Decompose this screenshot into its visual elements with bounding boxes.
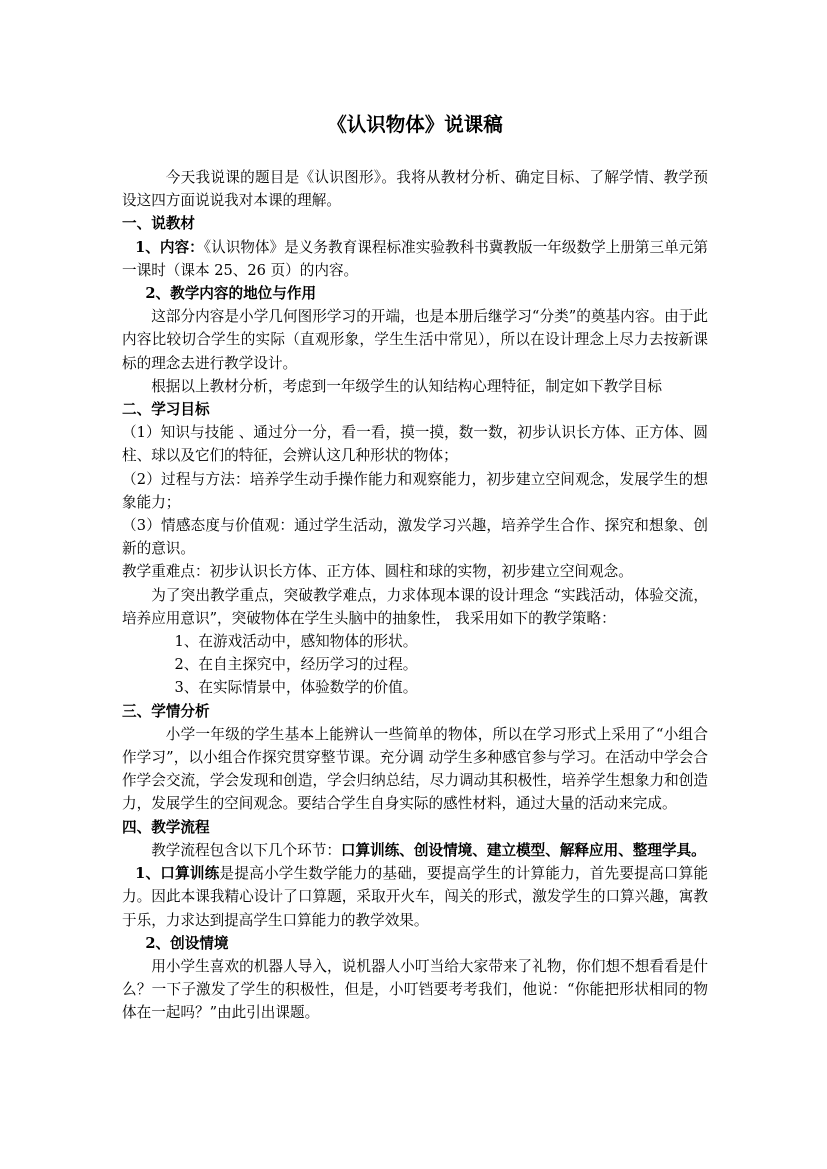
section-heading-learners: 三、学情分析 bbox=[122, 702, 210, 720]
content-text: 《认识物体》是义务教育课程标准实验教科书冀教版一年级数学上册第三单元第一课时（课本 25、26 页）的内容。 bbox=[122, 238, 708, 279]
strategy-item: 1、在游戏活动中，感知物体的形状。 bbox=[174, 633, 418, 651]
section-heading-textbook: 一、说教材 bbox=[122, 215, 195, 233]
goal-knowledge: （1）知识与技能 、通过分一分，看一看，摸一摸，数一数，初步认识长方体、正方体、圆柱、球以及它们的特征，会辨认这几种形状的物体； bbox=[122, 424, 708, 465]
strategy-item: 2、在自主探究中，经历学习的过程。 bbox=[174, 656, 418, 674]
strategy-item: 3、在实际情景中，体验数学的价值。 bbox=[174, 679, 418, 697]
document-page bbox=[122, 112, 708, 1025]
content-label: 1、内容： bbox=[135, 238, 204, 256]
analysis-paragraph: 根据以上教材分析，考虑到一年级学生的认知结构心理特征，制定如下教学目标 bbox=[151, 377, 662, 395]
step2-paragraph: 用小学生喜欢的机器人导入，说机器人小叮当给大家带来了礼物，你们想不想看看是什么？一下子激发了学生的积极性，但是，小叮铛要考考我们，他说：“你能把形状相同的物体在一起吗？”由此引出课题。 bbox=[122, 957, 708, 1022]
subheading-position-role: 2、教学内容的地位与作用 bbox=[145, 285, 317, 303]
position-paragraph: 这部分内容是小学几何图形学习的开端，也是本册后继学习“分类”的奠基内容。由于此内容比较切合学生的实际（直观形象，学生生活中常见），所以在设计理念上尽力去按新课标的理念去进行教学设计。 bbox=[122, 308, 708, 372]
section-heading-goals: 二、学习目标 bbox=[122, 401, 210, 419]
step2-heading: 2、创设情境 bbox=[145, 934, 229, 952]
step1-label: 1、口算训练 bbox=[135, 865, 220, 883]
intro-paragraph: 今天我说课的题目是《认识图形》。我将从教材分析、确定目标、了解学情、教学预设这四方面说说我对本课的理解。 bbox=[122, 169, 708, 210]
step1-paragraph bbox=[122, 862, 708, 932]
goal-process: （2）过程与方法：培养学生动手操作能力和观察能力，初步建立空间观念，发展学生的想象能力； bbox=[122, 470, 708, 511]
strategy-intro: 为了突出教学重点，突破教学难点，力求体现本课的设计理念 “实践活动，体验交流，培养应用意识”，突破物体在学生头脑中的抽象性， 我采用如下的教学策略： bbox=[122, 586, 708, 627]
document-title: 《认识物体》说课稿 bbox=[327, 113, 503, 136]
step1-text: 是提高小学生数学能力的基础，要提高学生的计算能力，首先要提高口算能力。因此本课我精心设计了口算题，采取开火车，闯关的形式，激发学生的口算兴趣，寓教于乐，力求达到提高学生口算能力的教学效果。 bbox=[122, 865, 708, 929]
goal-attitude: （3）情感态度与价值观：通过学生活动，激发学习兴趣，培养学生合作、探究和想象、创新的意识。 bbox=[122, 517, 708, 558]
section-heading-flow: 四、教学流程 bbox=[122, 818, 210, 836]
key-points: 教学重难点：初步认识长方体、正方体、圆柱和球的实物，初步建立空间观念。 bbox=[122, 563, 633, 581]
learners-paragraph: 小学一年级的学生基本上能辨认一些简单的物体，所以在学习形式上采用了“小组合作学习”，以小组合作探究贯穿整节课。充分调 动学生多种感官参与学习。在活动中学会合作学会交流，学会发现和创造，学会归纳总结，尽力调动其积极性，培养学生想象力和创造力，发展学生的空间观念。要结合学生自身实际的感性材料，通过大量的活动来完成。 bbox=[122, 725, 708, 813]
flow-intro-text: 教学流程包含以下几个环节： bbox=[151, 841, 341, 859]
flow-steps-list: 口算训练、创设情境、建立模型、解释应用、整理学具。 bbox=[340, 841, 706, 859]
flow-intro bbox=[122, 839, 708, 862]
content-paragraph bbox=[122, 236, 708, 282]
